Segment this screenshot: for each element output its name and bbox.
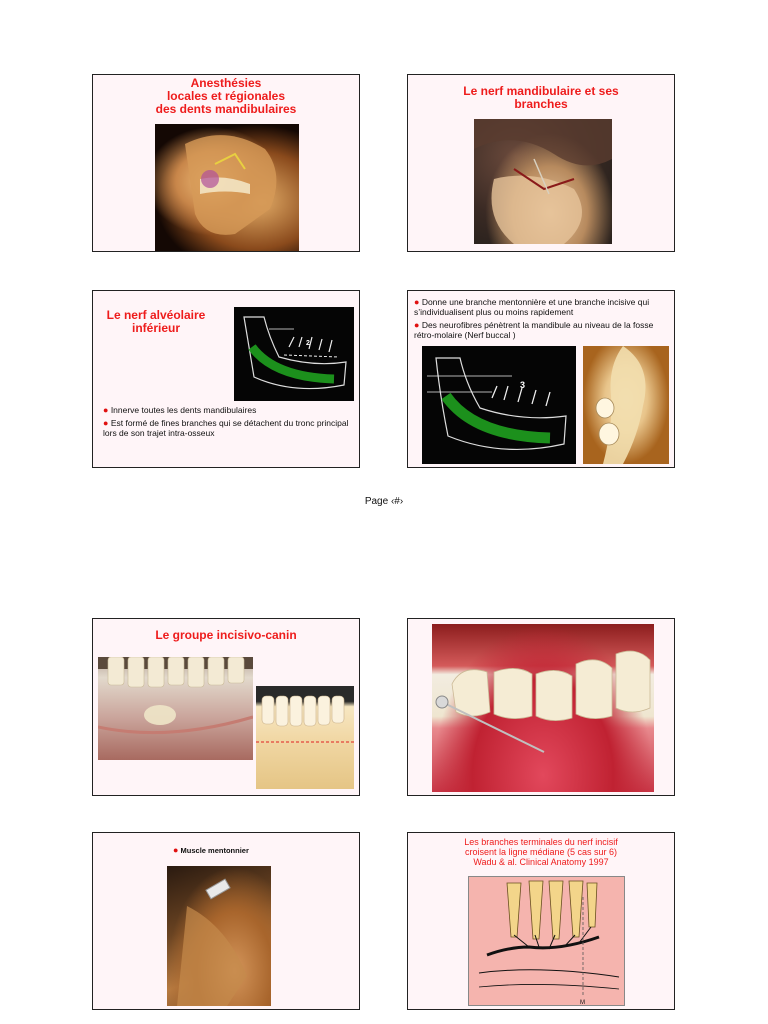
diagram-label-2: 2 — [306, 340, 310, 347]
slide-1-title: Anesthésies locales et régionales des dents mandibulaires — [155, 76, 297, 116]
bullet-item: ● Innerve toutes les dents mandibulaires — [103, 405, 257, 415]
mandible-nerve-diagram-2 — [422, 346, 576, 464]
page-number: Page ‹#› — [364, 496, 404, 507]
mandible-molar-photo — [583, 346, 669, 464]
slide-4-bullets — [414, 297, 670, 343]
slide-3-bullets — [103, 405, 353, 441]
chin-muscle-photo — [167, 866, 271, 1006]
slide-3-title: Le nerf alvéolaire inférieur — [106, 308, 206, 335]
diagram-label-3: 3 — [520, 380, 526, 390]
slide-4 — [407, 290, 675, 468]
incisor-dissection-photo — [98, 657, 253, 760]
bullet-dot-icon: ● — [173, 845, 179, 855]
bullet-item: ● Est formé de fines branches qui se détachent du tronc principal lors de son trajet intra-osseux — [103, 418, 349, 438]
slide-1 — [92, 74, 360, 252]
mouth-injection-photo — [432, 624, 654, 792]
midline-label: M — [580, 1000, 585, 1005]
slide-5-title: Le groupe incisivo-canin — [155, 628, 297, 642]
bullet-item: ● Des neurofibres pénètrent la mandibule au niveau de la fosse rétro-molaire (Nerf buccal ) — [414, 320, 654, 340]
mandible-nerve-diagram — [234, 307, 354, 401]
slide-6 — [407, 618, 675, 796]
slide-5 — [92, 618, 360, 796]
slide-7 — [92, 832, 360, 1010]
slide-2-title: Le nerf mandibulaire et ses branches — [463, 84, 619, 111]
bullet-dot-icon: ● — [414, 320, 420, 330]
incisive-nerve-diagram — [468, 876, 625, 1006]
dissection-photo — [474, 119, 612, 244]
skull-photo — [155, 124, 299, 251]
bullet-dot-icon: ● — [103, 418, 109, 428]
slide-8 — [407, 832, 675, 1010]
slide-7-caption: ● Muscle mentonnier — [173, 845, 249, 855]
slide-3 — [92, 290, 360, 468]
incisor-model-photo — [256, 686, 354, 789]
slide-8-title: Les branches terminales du nerf incisif croisent la ligne médiane (5 cas sur 6) Wadu & al. Clinical Anatomy 1997 — [464, 837, 618, 867]
bullet-dot-icon: ● — [414, 297, 420, 307]
slide-2 — [407, 74, 675, 252]
bullet-item: ● Donne une branche mentonnière et une branche incisive qui s’individualisent plus ou moins rapidement — [414, 297, 650, 317]
bullet-dot-icon: ● — [103, 405, 109, 415]
